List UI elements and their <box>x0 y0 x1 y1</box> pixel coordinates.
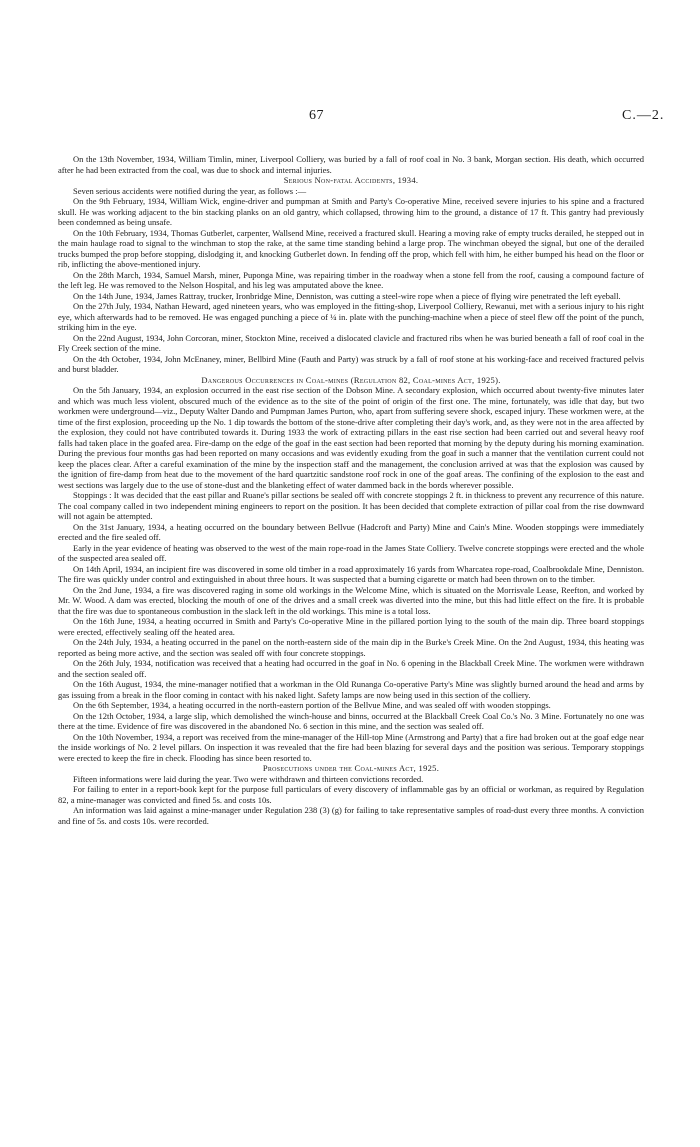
intro-paragraph: On the 13th November, 1934, William Timlin, miner, Liverpool Colliery, was buried by a fall of roof coal in No. 3 bank, Morgan section. His death, which occurred after he had been extracted from the coal, was due to shock and internal injuries. <box>58 154 644 175</box>
paragraph: Seven serious accidents were notified during the year, as follows :— <box>73 185 307 196</box>
paragraph: On the 28th March, 1934, Samuel Marsh, miner, Puponga Mine, was repairing timber in the roadway when a stone fell from the roof, causing a compound facture of the left leg. He was removed to the Nelson Hospital, and his leg was amputated above the knee. <box>58 269 644 290</box>
page-header <box>0 108 700 128</box>
section-dangerous-occurrences <box>58 375 644 764</box>
paragraph: For failing to enter in a report-book kept for the purpose full particulars of every discovery of inflammable gas by an official or workman, as required by Regulation 82, a mine-manager was convicted and fined 5s. and costs 10s. <box>58 784 644 805</box>
paragraph: On the 31st January, 1934, a heating occurred on the boundary between Bellvue (Hadcroft and Party) Mine and Cain's Mine. Wooden stoppings were immediately erected and the fire sealed off. <box>58 521 644 542</box>
section-heading-text: Serious Non-fatal Accidents, 1934. <box>283 175 419 185</box>
page-number: 67 <box>309 108 324 123</box>
paragraph: On 14th April, 1934, an incipient fire was discovered in some old timber in a road approximately 16 yards from Wharcatea rope-road, Coalbrookdale Mine, Denniston. The fire was quickly under control and extinguished in about three hours. It was suspected that a burning cigarette or match had been thrown on to the timber. <box>58 563 644 584</box>
section-heading <box>58 763 644 774</box>
paragraph: On the 5th January, 1934, an explosion occurred in the east rise section of the Dobson Mine. A secondary explosion, which occurred about twenty-five minutes later and which was much less violent, obscured much of the evidence as to the site of the point of origin of the first one. The mine, fortunately, was idle that day, but two workmen were underground—viz., Deputy Walter Dando and Pumpman James Purton, who, apart from suffering severe shock, escaped injury. These workmen were, at the time of the first explosion, proceeding up the No. 1 dip towards the bottom of the stone-drive after completing their day's work, and, as they were not in the area affected by the explosion, they could not have contributed towards it. During 1933 the work of extracting pillars in the east rise section had been carried out and several heavy roof falls had taken place in the goafed area. Fire-damp on the edge of the goaf in the east section had been reported that morning by the deputy during his morning examination. During the previous four months gas had been reported on many occasions and was evidently exuding from the goaf in such a manner that the ventilation current could not keep the places clear. After a careful examination of the mine by the inspection staff and the management, the conclusion arrived at was that the explosion was caused by the ignition of fire-damp from heat due to the movement of the hard quartzitic sandstone roof rock in one of the goaf areas. The confining of the explosion to the east and west sections was largely due to the use of stone-dust and the blanketing effect of water dammed back in the bords wherever possible. <box>58 385 644 490</box>
section-heading <box>58 175 644 186</box>
paragraph: On the 27th July, 1934, Nathan Heward, aged nineteen years, who was employed in the fitting-shop, Liverpool Colliery, Rewanui, met with a serious injury to his right eye, which afterwards had to be removed. He was engaged punching a piece of ¼ in. plate with the punching-machine when a piece of steel flew off the point of the punch, striking him in the eye. <box>58 301 644 332</box>
paragraph: Stoppings : It was decided that the east pillar and Ruane's pillar sections be sealed off with concrete stoppings 2 ft. in thickness to prevent any recurrence of this nature. The coal company called in two independent mining engineers to report on the position. It has been decided that complete extraction of pillar coal from the rise downward will not again be attempted. <box>58 490 644 521</box>
document-body <box>58 154 644 826</box>
paragraph: On the 26th July, 1934, notification was received that a heating had occurred in the goaf in No. 6 opening in the Blackball Creek Mine. The workmen were withdrawn and the section sealed off. <box>58 658 644 679</box>
section-heading-text: Prosecutions under the Coal-mines Act, 1925. <box>262 763 440 773</box>
paragraph: An information was laid against a mine-manager under Regulation 238 (3) (g) for failing to take representative samples of road-dust every three months. A conviction and fine of 5s. and costs 10s. were recorded. <box>58 805 644 826</box>
paragraph: On the 24th July, 1934, a heating occurred in the panel on the north-eastern side of the main dip in the Burke's Creek Mine. On the 2nd August, 1934, this heating was reported as being more active, and the section was sealed off with four concrete stoppings. <box>58 637 644 658</box>
paragraph: On the 4th October, 1934, John McEnaney, miner, Bellbird Mine (Fauth and Party) was struck by a fall of roof stone at his working-face and received fractured pelvis and burst bladder. <box>58 353 644 374</box>
paragraph: On the 16th August, 1934, the mine-manager notified that a workman in the Old Runanga Co-operative Party's Mine was slightly burned around the head and arms by gas issuing from a break in the floor coming in contact with his naked light. Safety lamps are now being used in this section of the colliery. <box>58 679 644 700</box>
paragraph: On the 10th November, 1934, a report was received from the mine-manager of the Hill-top Mine (Armstrong and Party) that a fire had broken out at the goaf edge near the inside workings of No. 2 level pillars. On inspection it was revealed that the fire had been blazing for several days and the position was serious. Temporary stoppings were erected to keep the fire in check. Flooding has since been resorted to. <box>58 731 644 763</box>
paragraph: On the 6th September, 1934, a heating occurred in the north-eastern portion of the Bellvue Mine, and was sealed off with wooden stoppings. <box>73 700 551 710</box>
paragraph: On the 14th June, 1934, James Rattray, trucker, Ironbridge Mine, Denniston, was cutting a steel-wire rope when a piece of flying wire penetrated the left eyeball. <box>73 290 621 301</box>
paragraph: On the 16th June, 1934, a heating occurred in Smith and Party's Co-operative Mine in the pillared portion lying to the south of the main dip. Three board stoppings were erected, effectively sealing off the heated area. <box>58 616 644 637</box>
paragraph: On the 10th February, 1934, Thomas Gutberlet, carpenter, Wallsend Mine, received a fractured skull. Hearing a moving rake of empty trucks derailed, he stepped out in the main haulage road to signal to the winchman to stop the rake, at the same time standing behind a large prop. The winchman obeyed the signal, but one of the derailed trucks bumped the prop before stopping, dislodging it, and knocking Gutberlet down. In fending off the prop, which fell with him, he either bumped his head on the floor or rib, inflicting the above-mentioned injury. <box>58 227 644 269</box>
paragraph: On the 2nd June, 1934, a fire was discovered raging in some old workings in the Welcome Mine, which is situated on the Morrisvale Lease, Reefton, and worked by Mr. W. Wood. A dam was erected, blocking the mouth of one of the drives and a small creek was diverted into the mine, but this had little effect on the fire. It is probable that the fire was due to spontaneous combustion in the slack left in the old workings. This mine is a total loss. <box>58 584 644 616</box>
paragraph: Fifteen informations were laid during the year. Two were withdrawn and thirteen convictions recorded. <box>73 773 424 784</box>
paragraph: On the 9th February, 1934, William Wick, engine-driver and pumpman at Smith and Party's Co-operative Mine, received severe injuries to his spine and a fractured skull. He was working adjacent to the bin stacking planks on an old gantry, which collapsed, throwing him to the ground, a distance of 17 ft. This gantry had previously been condemned as being unsafe. <box>58 196 644 227</box>
page-reference: C.—2. <box>622 108 665 123</box>
paragraph: On the 22nd August, 1934, John Corcoran, miner, Stockton Mine, received a dislocated clavicle and fractured ribs when he was buried beneath a fall of roof coal in the Fly Creek section of the mine. <box>58 332 644 353</box>
section-prosecutions <box>58 763 644 826</box>
section-serious-accidents <box>58 175 644 375</box>
section-heading-text: Dangerous Occurrences in Coal-mines (Regulation 82, Coal-mines Act, 1925). <box>201 374 501 385</box>
section-heading <box>58 375 644 386</box>
paragraph: Early in the year evidence of heating was observed to the west of the main rope-road in the James State Colliery. Twelve concrete stoppings were erected and the whole of the suspected area sealed off. <box>58 542 644 563</box>
paragraph: On the 12th October, 1934, a large slip, which demolished the winch-house and binns, occurred at the Blackball Creek Coal Co.'s No. 3 Mine. Fortunately no one was there at the time. Evidence of fire was discovered in the abandoned No. 6 section in this mine, and the section was sealed off. <box>58 710 644 731</box>
